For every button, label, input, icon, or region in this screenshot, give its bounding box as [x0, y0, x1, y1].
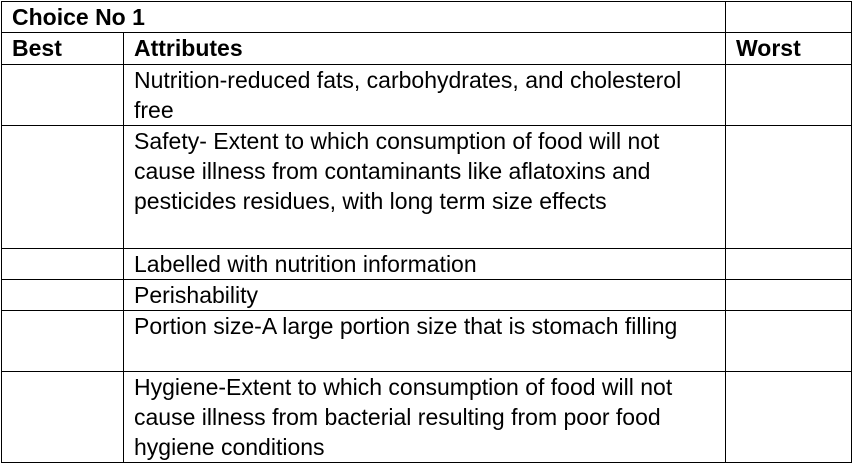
table-row	[2, 65, 852, 126]
attribute-cell: Hygiene-Extent to which consumption of food will not cause illness from bacterial resulting from poor food hygiene conditions	[124, 372, 726, 463]
worst-cell	[726, 65, 852, 126]
attribute-cell: Nutrition-reduced fats, carbohydrates, and cholesterol free	[124, 65, 726, 126]
table-row	[2, 249, 852, 280]
attributes-column-header: Attributes	[124, 33, 726, 65]
table-row	[2, 280, 852, 311]
header-row	[2, 33, 852, 65]
best-cell	[2, 311, 124, 372]
best-cell	[2, 126, 124, 249]
best-cell	[2, 280, 124, 311]
worst-column-header: Worst	[726, 33, 852, 65]
table-row	[2, 126, 852, 249]
attribute-cell: Perishability	[124, 280, 726, 311]
table-row	[2, 372, 852, 463]
worst-cell	[726, 311, 852, 372]
title-row	[2, 2, 852, 33]
worst-cell	[726, 126, 852, 249]
choice-table	[1, 1, 852, 463]
table-row	[2, 311, 852, 372]
worst-cell	[726, 249, 852, 280]
attribute-cell: Labelled with nutrition information	[124, 249, 726, 280]
best-cell	[2, 372, 124, 463]
best-cell	[2, 249, 124, 280]
table-title: Choice No 1	[2, 2, 726, 33]
worst-cell	[726, 372, 852, 463]
best-column-header: Best	[2, 33, 124, 65]
worst-cell	[726, 280, 852, 311]
title-row-empty-cell	[726, 2, 852, 33]
attribute-cell: Safety- Extent to which consumption of food will not cause illness from contaminants like aflatoxins and pesticides residues, with long term size effects	[124, 126, 726, 249]
best-cell	[2, 65, 124, 126]
attribute-cell: Portion size-A large portion size that is stomach filling	[124, 311, 726, 372]
